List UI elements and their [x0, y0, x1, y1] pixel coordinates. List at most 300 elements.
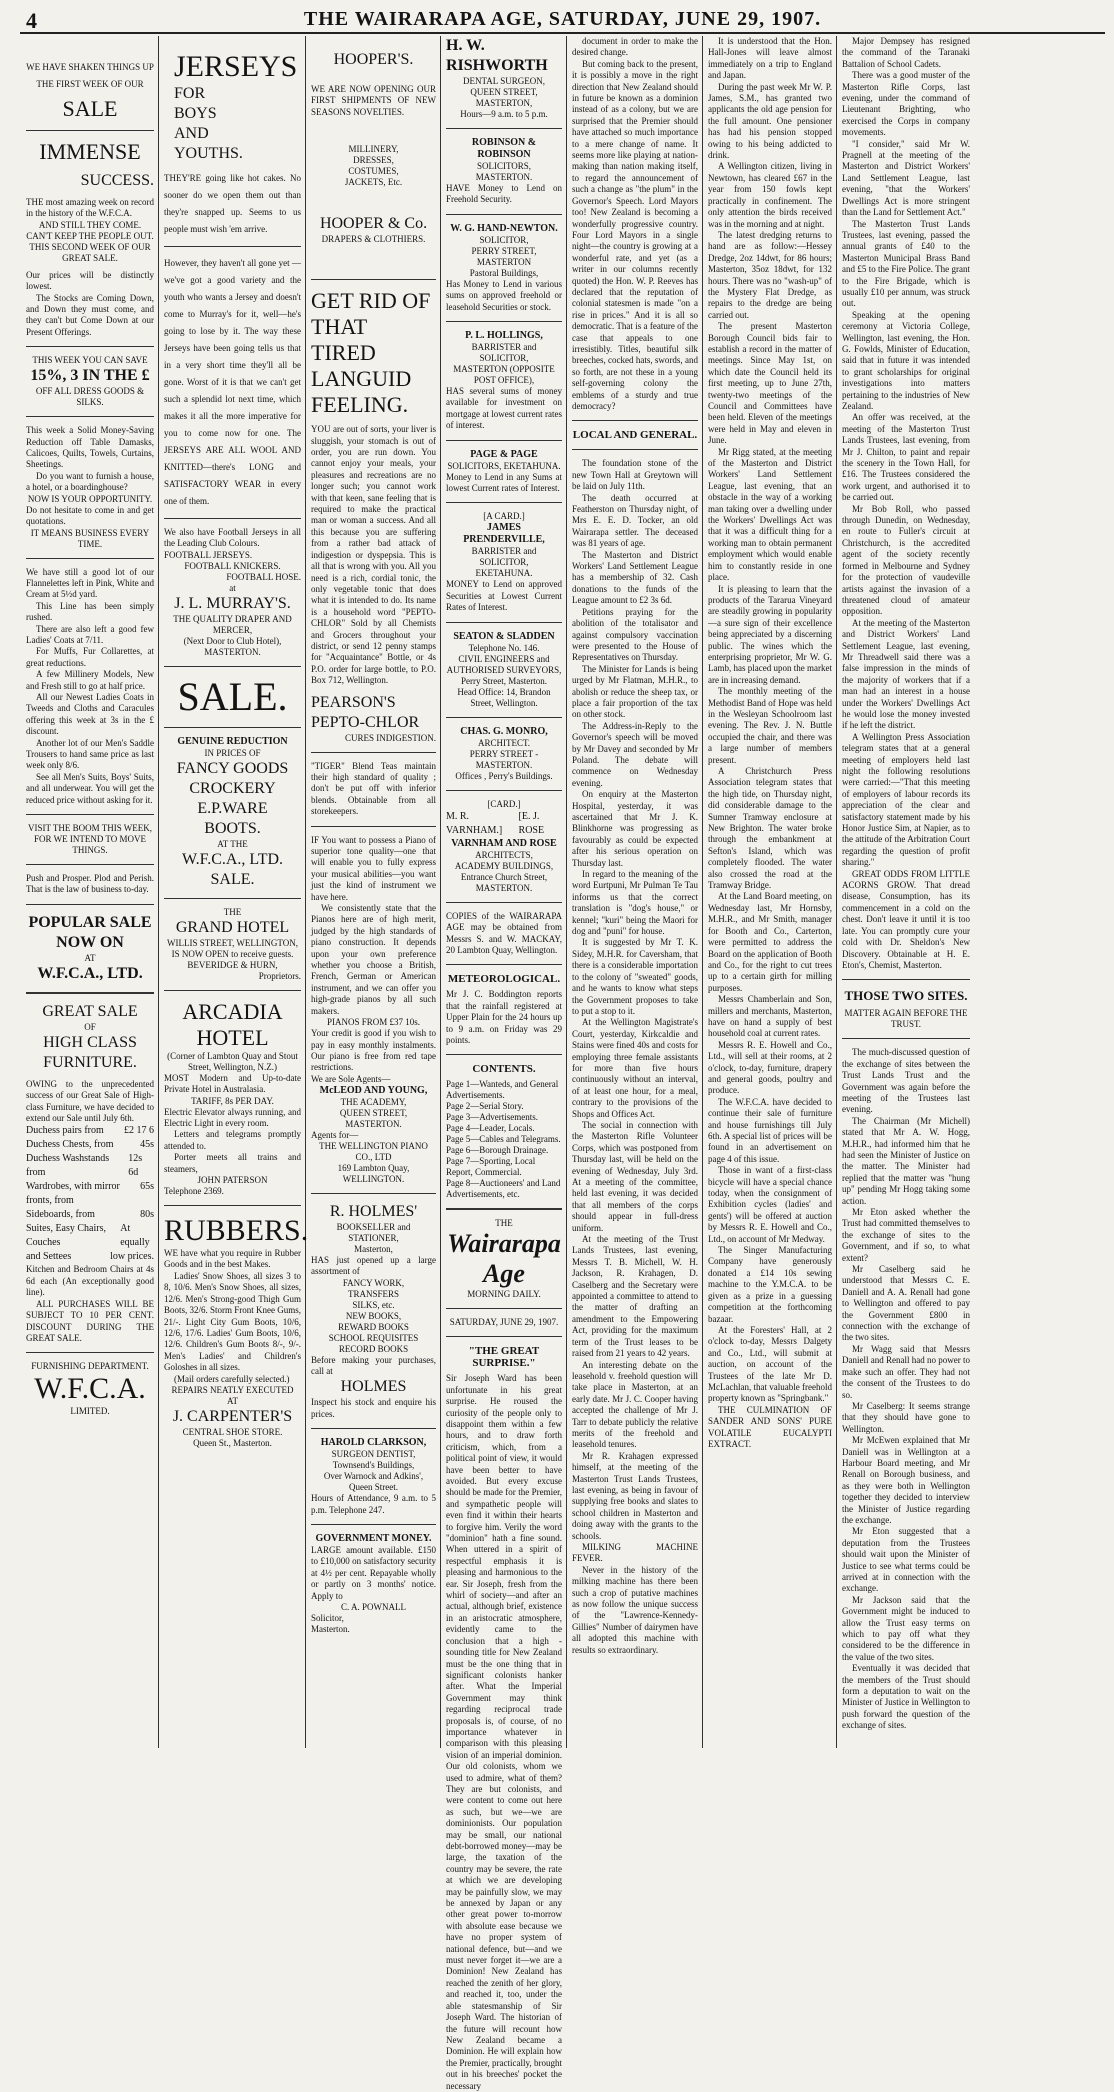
ad-text: Push and Prosper. Plod and Perish. That is the law of business to-day. [26, 873, 154, 895]
paper-title: Wairarapa Age [447, 1229, 561, 1289]
ad-text: HAVE Money to Lend on Freehold Security. [446, 183, 562, 205]
news-item: The Masterton Trust Lands Trustees, last evening, passed the annual grants of £40 to the Masterton Municipal Brass Band and £5 to the Fire Police. The grant to the Fire Brigade, which is usually £10 per annum, was struck out. [842, 218, 970, 309]
ad-line: VISIT THE BOOM THIS WEEK, [27, 823, 153, 834]
ad-line: PERRY STREET, MASTERTON [471, 245, 537, 267]
price-row [26, 1180, 154, 1208]
ad-heading: SALE. [210, 870, 255, 888]
ad-heading: BOOTS. [204, 819, 261, 837]
article-paragraph: document in order to make the desired change. [572, 36, 698, 58]
article-paragraph: Mr Eton asked whether the Trust had committed themselves to the exchange of sites to the Government, and if so, to what extent? [842, 1207, 970, 1263]
news-item: It is suggested by Mr T. K. Sidey, M.H.R. for Caversham, that there is a considerable importation to the colony of "sweated" goods, and he wants to know what steps the Government proposes to take to put a stop to it. [572, 937, 698, 1016]
ad-line: GOVERNMENT MONEY. [315, 1532, 432, 1544]
ad-text: However, they haven't all gone yet —we've got a good variety and the youth who wants a Jersey and doesn't come to Murray's for it, well—he's going to lose by it. The way these Jerseys have been going tells us that in a very short time they'll all be gone. Worst of it is that we can't get such a splendid lot next time, which makes it all the more imperative for you to come now for one. The JERSEYS ARE ALL WOOL AND KNITTED—there's LONG and SATISFACTORY WEAR in every one of them. [164, 258, 301, 506]
ad-line: AT [227, 1395, 238, 1406]
ad-line: CENTRAL SHOE STORE. [182, 1426, 283, 1437]
ad-line: QUEEN STREET, MASTERTON, [470, 87, 538, 108]
ad-heading: RUBBERS. [164, 1214, 309, 1248]
contents-item: Page 4—Leader, Locals. [446, 1123, 535, 1134]
ad-heading: J. CARPENTER'S [172, 1407, 293, 1425]
ad-line: ACADEMY BUILDINGS, [454, 860, 554, 871]
ad-line: AND STILL THEY COME. [38, 219, 142, 230]
price-row [26, 1138, 154, 1152]
ad-text: Do not hesitate to come in and get quotations. [26, 504, 154, 527]
news-item: The Address-in-Reply to the Governor's speech will be moved by Mr Davey and seconded by Mr Poland. The debate will commence on Wednesday evening. [572, 720, 698, 788]
masthead-line: THE [495, 1218, 513, 1229]
ad-heading: THAT TIRED [311, 314, 376, 366]
ad-text: There are also left a good few Ladies' Coats at 7/11. [26, 623, 154, 645]
price-value: 80s [140, 1209, 154, 1221]
ad-heading: HOOPER & Co. [319, 215, 428, 233]
ad-line: FURNISHING DEPARTMENT. [31, 1361, 149, 1372]
ad-line: BEVERIDGE & HURN, [187, 959, 278, 970]
ad-heading: IMMENSE [39, 139, 141, 164]
ad-heading: J. L. MURRAY'S. [174, 594, 291, 612]
ad-line: Proprietors. [258, 970, 301, 981]
news-item: GREAT ODDS FROM LITTLE ACORNS GROW. That dread disease, Consumption, has its commencement in a cold on the chest. Don't leave it until it is too late. You can promptly cure your cold with Dr. Sheldon's New Discovery. Obtainable at H. E. Eton's, Chemist, Masterton. [842, 868, 970, 970]
ad-line: THIS SECOND WEEK OF OUR GREAT SALE. [29, 241, 151, 263]
column-rule [305, 36, 306, 1748]
article-paragraph: Mr Wagg said that Messrs Daniell and Renall had no power to make such an offer. They had not the consent of the Trustees to do so. [842, 1343, 970, 1400]
page-number: 4 [26, 8, 37, 33]
ad-line: W. G. HAND-NEWTON. [450, 222, 558, 234]
ad-line: PIANOS FROM £37 10s. [326, 1017, 421, 1028]
ad-text: Inspect his stock and enquire his prices. [311, 1397, 436, 1419]
news-item: During the past week Mr W. P. James, S.M., has granted two applicants the old age pension for the full amount. One pensioner has had his pension stopped owing to his being addicted to drink. [708, 81, 832, 161]
ad-text: A few Millinery Models, New and Fresh still to go at half price. [26, 669, 154, 691]
ad-line: SOLICITORS, [476, 161, 532, 171]
ad-line: CAN'T KEEP THE PEOPLE OUT. [26, 230, 154, 241]
ad-line: Entrance Church Street, MASTERTON. [460, 871, 548, 893]
column-rule [836, 36, 837, 1748]
ad-line: THE QUALITY DRAPER AND MERCER, [173, 613, 292, 635]
news-item: At the meeting of the Masterton and District Workers' Land Settlement League, last evening, Mr Threadwell said there was a false impression in the minds of the majority of workers that if a man had an interest in a house under the Workers' Dwellings Act he would lose the money invested if he left the district. [842, 617, 970, 731]
ad-line: OF [84, 1021, 96, 1032]
ad-line: AT THE [217, 838, 248, 849]
ad-line: COSTUMES, [348, 166, 399, 177]
ad-text: For Muffs, Fur Collarettes, at great reductions. [26, 646, 154, 668]
ad-heading: JERSEYS [174, 50, 298, 83]
ad-text: All our Newest Ladies Coats in Tweeds and Cloths and Caracules offering this week at 3s in the £ discount. [26, 691, 154, 737]
ad-line: DENTAL SURGEON, [463, 76, 545, 86]
ad-text: THEY'RE going like hot cakes. No sooner do we open them out than they're snapped up. Seems to us people must wish 'em arrive. [164, 173, 301, 234]
ad-line: DRESSES, [353, 155, 394, 166]
ad-text: WE ARE NOW OPENING OUR FIRST SHIPMENTS OF NEW SEASONS NOVELTIES. [311, 84, 436, 117]
ad-heading: PEPTO-CHLOR [311, 713, 420, 731]
ad-heading: CROCKERY [189, 779, 276, 797]
ad-line: Queen St., Masterton. [193, 1437, 272, 1448]
ad-line: FOOTBALL KNICKERS. [184, 560, 281, 571]
ad-line: MASTERTON (OPPOSITE POST OFFICE), [453, 364, 555, 386]
column-local-news [704, 36, 836, 1748]
ad-line: ARCHITECT. [477, 737, 531, 748]
price-value: 65s [140, 1181, 154, 1193]
article-paragraph: The Chairman (Mr Michell) stated that Mr A. W. Hogg, M.H.R., had informed him that he had seen the Minister of Justice on the matter. The Minister had replied that the matter was "hung up" pending Mr Hogg taking some action. [842, 1115, 970, 1206]
ad-heading: FOR [174, 85, 206, 102]
contents-item: Page 5—Cables and Telegrams. [446, 1134, 561, 1145]
column-professional-cards [442, 36, 566, 2091]
ad-text: HAS just opened up a large assortment of [311, 1254, 436, 1277]
article-paragraph: Mr McEwen explained that Mr Daniell was in Wellington at a Harbour Board meeting, and Mr Renall on Borough business, and as they were both in Wellington together they decided to interview the Minister of Justice regarding the exchange. [842, 1435, 970, 1525]
masthead: THE WAIRARAPA AGE, SATURDAY, JUNE 29, 1907. [303, 8, 822, 30]
ad-line: PAGE & PAGE [470, 448, 538, 460]
news-item: MILKING MACHINE FEVER. [572, 1542, 698, 1564]
ad-text: Your credit is good if you wish to pay in easy monthly instalments. Our piano is free from red tape restrictions. [311, 1028, 436, 1073]
ad-heading: R. HOLMES' [329, 1202, 418, 1220]
price-value: low prices. [110, 1251, 154, 1263]
ad-line: SCHOOL REQUISITES [328, 1332, 419, 1343]
ad-line: Solicitor, [311, 1613, 344, 1623]
ad-text: This week a Solid Money-Saving Reduction off Table Damasks, Calicoes, Quilts, Towels, Curtains, Sheetings. [26, 425, 154, 470]
ad-line: (Next Door to Club Hotel), [183, 635, 282, 646]
column-rule [702, 36, 703, 1748]
ad-line: CURES INDIGESTION. [345, 732, 436, 743]
ad-line: Over Warnock and Adkins', [323, 1471, 424, 1482]
ad-heading: FEELING. [311, 392, 409, 418]
column-murray-jerseys [160, 36, 309, 1748]
ad-line: JAMES PRENDERVILLE, [463, 522, 545, 546]
ad-line: SEATON & SLADDEN [453, 630, 555, 642]
section-heading: THOSE TWO SITES. [844, 988, 968, 1004]
ad-line: (Corner of Lambton Quay and Stout Street, Wellington, N.Z.) [167, 1050, 298, 1072]
ad-line: M. R. VARNHAM.] [446, 810, 503, 836]
news-item: The present Masterton Borough Council bids fair to establish a record in the matter of meetings. Since May 1st, on which date the Council held its first meeting, up to June 27th, twenty-two meetings of the Council and Committees have been held. Eleven of the meetings were held in May and eleven in June. [708, 321, 832, 446]
ad-text: Another lot of our Men's Saddle Trousers to hand same price as last week only 8/6. [26, 737, 154, 771]
ad-heading: SALE [62, 96, 118, 121]
news-item: THE CULMINATION OF SANDER AND SONS' PURE VOLATILE EUCALYPTI EXTRACT. [708, 1404, 832, 1449]
contents-item: Page 8—Auctioneers' and Land Advertisements, etc. [446, 1178, 561, 1200]
ad-line: JOHN PATERSON [197, 1175, 268, 1186]
ad-text: This Line has been simply rushed. [26, 600, 154, 623]
ad-text: YOU are out of sorts, your liver is sluggish, your stomach is out of order, you are run down. You cannot enjoy your meals, your pleasures and recreations are no longer such; you cannot work with that keen, sane feeling that is required to make the practical man or woman a success. And all this because you are suffering from a rather bad attack of indigestion or dyspepsia. This is all that is wrong with you. All you need is a rich, cordial tonic, the only vegetable tonic that does what it is intended to do. Its name is a household word "PEPTO-CHLOR" Sold by all Chemists and Grocers throughout your district, or send 12 penny stamps for "Acquaintance" Bottle, or 4s P.O. order for large bottle, to P.O. Box 712, Wellington. [311, 424, 436, 686]
news-item: An interesting debate on the leasehold v. freehold question will take place in Masterton, at an early date. Mr J. C. Cooper having accepted the challenge of Mr J. Tarr to debate publicly the relative merits of the freehold and leasehold tenures. [572, 1359, 698, 1450]
leader-title: "THE GREAT SURPRISE." [468, 1345, 540, 1370]
ad-line: FOOTBALL JERSEYS. [164, 549, 253, 560]
column-leader-locals [568, 36, 702, 1748]
ad-heading: BOYS [174, 105, 217, 122]
ad-heading: AND [174, 125, 209, 142]
ad-text: Ladies' Snow Shoes, all sizes 3 to 8, 10/6. Men's Snow Shoes, all sizes, 12/6. Men's Strong-good Thigh Gum Boots, 32/6. Storm Front Knee Gums, 21/-. Light City Gum Boots, 10/6, 12/6, 17/6. Ladies' Gum Boots, 10/6, 12/6. Children's Gum Boots 8/-, 9/-. Men's Ladies' and Children's Goloshes in all sizes. [164, 1270, 302, 1373]
news-item: At the Foresters' Hall, at 2 o'clock to-day, Messrs Dalgety and Co., Ltd., will submit at auction, on account of the Trustees of the late Mr D. McLachlan, that valuable freehold property known as "Springbank." [708, 1324, 832, 1404]
ad-line: WE HAVE SHAKEN THINGS UP [26, 62, 154, 72]
ad-text: Kitchen and Bedroom Chairs at 4s 6d each (An exceptionally good line). [26, 1264, 154, 1298]
ad-line: P. L. HOLLINGS, [465, 330, 543, 342]
news-item: Messrs Chamberlain and Son, millers and merchants, Masterton, have on hand a supply of best household coal at current rates. [708, 994, 832, 1039]
ad-line: [A CARD.] [483, 511, 525, 522]
contents-item: Page 3—Advertisements. [446, 1112, 538, 1123]
ad-line: SOLICITORS, EKETAHUNA. [447, 460, 561, 471]
contents-item: Page 6—Borough Drainage. [446, 1145, 549, 1156]
column-rule [566, 36, 567, 1748]
ad-heading: GET RID OF [311, 288, 431, 314]
ad-text: COPIES of the WAIRARAPA AGE may be obtained from Messrs S. and W. MACKAY, 20 Lambton Quay, Wellington. [446, 910, 562, 955]
news-item: The social in connection with the Masterton Rifle Volunteer Corps, which was postponed from Thursday last, will be held on the evening of Wednesday, July 3rd. At a meeting of the committee, held last evening, it was decided that all members of the corps should appear in full-dress uniform. [572, 1119, 698, 1233]
price-list [26, 1124, 154, 1264]
news-item: In regard to the meaning of the word Eurtpuni, Mr Pulman Te Tau informs us that the correct translation is "dog's house," or kennel; "kuri" being the Maori for dog and "puni" for house. [572, 869, 698, 937]
masthead-line: MORNING DAILY. [467, 1289, 541, 1300]
ad-line: RECORD BOOKS [338, 1343, 409, 1354]
article-paragraph: Mr Caselberg: It seems strange that they should have gone to Wellington. [842, 1400, 970, 1434]
ad-line: REPAIRS NEATLY EXECUTED [171, 1384, 294, 1395]
ad-text: MONEY to Lend on approved Securities at Lowest Current Rates of Interest. [446, 579, 562, 613]
ad-heading: W.F.C.A., LTD. [181, 850, 284, 868]
ad-heading: SUCCESS. [80, 172, 154, 189]
page-header [20, 6, 1105, 34]
ad-text: ALL PURCHASES WILL BE SUBJECT TO 10 PER CENT. DISCOUNT DURING THE GREAT SALE. [26, 1298, 154, 1343]
news-item: Mr R. Krahagen expressed himself, at the meeting of the Masterton Trust Lands Trustees, last evening, as being in favour of supplying free books and slates to school children in Masterton and doing away with the grants to the schools. [572, 1450, 698, 1541]
ad-heading: ARCADIA HOTEL [182, 998, 283, 1050]
ad-line: BARRISTER and SOLICITOR, [471, 546, 537, 568]
ad-line: FANCY WORK, [342, 1277, 405, 1288]
news-item: The death occurred at Featherston on Thursday night, of Mrs E. E. D. Tocker, an old Wairarapa settler. The deceased was 81 years of age. [572, 492, 698, 549]
ad-line: FOOTBALL HOSE. [226, 571, 301, 582]
ad-line: THIS WEEK YOU CAN SAVE [32, 355, 148, 366]
ad-text: Letters and telegrams promptly attended to. [164, 1129, 301, 1151]
ad-line: THE WELLINGTON PIANO CO., LTD [319, 1140, 428, 1162]
ad-line: NEW BOOKS, [345, 1310, 402, 1321]
ad-line: DRAPERS & CLOTHIERS. [321, 234, 426, 245]
price-item: Wardrobes, with mirror fronts, from [26, 1181, 120, 1207]
ad-line: MASTERTON. [475, 172, 533, 182]
ad-line: [E. J. ROSE [518, 810, 545, 836]
section-heading: CONTENTS. [472, 1063, 536, 1076]
ad-text: See all Men's Suits, Boys' Suits, and all underwear. You will get the reduced price without asking for it. [26, 771, 154, 805]
ad-text: LARGE amount available. £150 to £10,000 on satisfactory security at 4½ per cent. Repayable wholly or partly on 3 months' notice. Apply to [311, 1544, 436, 1601]
contents-item: Page 1—Wanteds, and General Advertisements. [446, 1079, 559, 1101]
ad-text: MOST Modern and Up-to-date Private Hotel in Australasia. [164, 1072, 301, 1095]
ad-text: "TIGER" Blend Teas maintain their high standard of quality ; don't be put off with inferior blends. Obtainable from all storekeepers. [311, 760, 436, 817]
ad-line: Head Office: 14, Brandon Street, Wellington. [457, 686, 551, 708]
ad-line: PERRY STREET - MASTERTON. [469, 748, 539, 770]
ad-text: HAS several sums of money available for investment on mortgage at lowest current rates of interest. [446, 386, 562, 431]
news-item: Major Dempsey has resigned the command of the Taranaki Battalion of School Cadets. [842, 36, 970, 69]
price-item: Suites, Easy Chairs, Couches [26, 1223, 106, 1249]
ad-heading: HIGH CLASS [43, 1033, 137, 1051]
ad-line: SILKS, etc. [352, 1299, 395, 1310]
price-row [26, 1250, 154, 1264]
ad-line: THE ACADEMY, [340, 1096, 407, 1107]
ad-line: Telephone No. 146. [468, 642, 540, 653]
ad-text: The Stocks are Coming Down, and Down they must come, and they can't but Come Down at our Present Offerings. [26, 292, 154, 337]
price-item: Sideboards, from [26, 1209, 95, 1221]
ad-line: IT MEANS BUSINESS EVERY TIME. [30, 527, 150, 549]
ad-heading: NOW ON [56, 933, 124, 951]
news-item: There was a good muster of the Masterton Rifle Corps, last evening, under the command of Lieutenant Brighting, who exercised the Corps in company movements. [842, 70, 970, 138]
ad-text: Hours of Attendance, 9 a.m. to 5 p.m. Telephone 247. [311, 1493, 436, 1515]
price-item: Duchess Washstands from [26, 1153, 110, 1179]
news-item: The foundation stone of the new Town Hall at Greytown will be laid on July 11th. [572, 458, 698, 492]
ad-heading: W.F.C.A. [34, 1372, 146, 1406]
ad-text: Porter meets all trains and steamers, [164, 1152, 301, 1174]
ad-line: Masterton. [311, 1624, 350, 1634]
news-item: It is pleasing to learn that the products of the Tararua Vineyard are steadily growing in popularity—a sure sign of their excellence being appreciated by a discerning public. The wines which the enterprising proprietor, Mr W. G. Lamb, has placed upon the market are in increasing demand. [708, 583, 832, 685]
ad-line: Pastoral Buildings, [469, 267, 539, 278]
article-paragraph: Mr Caselberg said he understood that Messrs C. E. Daniell and A. A. Renall had gone to Wellington and offered to pay the Government £800 in connection with the exchange of the two sites. [842, 1264, 970, 1343]
news-item: An offer was received, at the meeting of the Masterton Trust Lands Trustees, last evening, from Mr J. Chilton, to paint and repair the scenery in the Town Hall, for £16. The Trustees considered the work urgent, and authorised it to be carried out. [842, 412, 970, 503]
ad-line: McLEOD AND YOUNG, [319, 1084, 428, 1096]
news-item: "I consider," said Mr W. Pragnell at the meeting of the Masterton and District Workers' Land Settlement League, last evening, "that the Workers' Dwellings Act is more stringent than the Land for Settlement Act." [842, 138, 970, 218]
ad-line: Hours—9 a.m. to 5 p.m. [460, 109, 548, 119]
news-item: At the meeting of the Trust Lands Trustees, last evening, Messrs T. B. Michell, W. H. Jackson, R. Krahagen, D. Caselberg and the Secretary were appointed a committee to attend to the matter of drafting an amendment to the Empowering Act, providing for the maximum term of the Trust leases to be raised from 21 years to 42 years. [572, 1234, 698, 1359]
ad-line: HAROLD CLARKSON, [320, 1437, 427, 1449]
ad-line: TARIFF, 8s PER DAY. [191, 1095, 274, 1106]
price-row [26, 1222, 154, 1250]
ad-heading: H. W. RISHWORTH [446, 37, 548, 74]
news-item: Never in the history of the milking machine has there been such a crop of putative machines as now follow the unique success of the "Lawrence-Kennedy-Gillies" Number of dairymen have all adopted this machine with results so extraordinary. [572, 1564, 698, 1655]
ad-line: REWARD BOOKS [338, 1321, 409, 1332]
ad-text: Our prices will be distinctly lowest. [26, 269, 154, 292]
ad-line: JACKETS, Etc. [344, 177, 403, 188]
news-item: The Minister for Lands is being urged by Mr Flatman, M.H.R., to abolish or reduce the sheep tax, or place a fair proportion of the tax on other stock. [572, 663, 698, 720]
price-row [26, 1152, 154, 1180]
ad-heading: YOUTHS. [174, 145, 243, 162]
ad-line: AT [84, 952, 96, 963]
news-item: Mr Rigg stated, at the meeting of the Masterton and District Workers' Land Settlement League, last evening, that an obstacle in the way of a working man taking over a dwelling under the Workers' Dwellings Act was that it was a difficult thing for a working man to obtain permanent employment which would enable him to constantly reside in one place. [708, 446, 832, 583]
article-paragraph: Mr Jackson said that the Government might be induced to allow the Trust easy terms on which to pay off what they considered to be the difference in the value of the two sites. [842, 1594, 970, 1662]
ad-heading: 15%, 3 IN THE £ [30, 367, 150, 385]
ad-line: IN PRICES OF [204, 747, 261, 758]
section-heading: LOCAL AND GENERAL. [572, 429, 698, 442]
price-row [26, 1124, 154, 1138]
contents-list [446, 1079, 562, 1200]
section-heading: METEOROLOGICAL. [447, 973, 561, 986]
column-rule [440, 36, 441, 1748]
ad-line: ROBINSON & ROBINSON [471, 137, 537, 160]
ad-line: Agents for— [311, 1129, 359, 1140]
ad-text: OWING to the unprecedented success of our Great Sale of High-class Furniture, we have decided to extend our Sale until July 6th. [26, 1078, 154, 1124]
price-value: 12s 6d [128, 1153, 143, 1179]
news-item: Messrs R. E. Howell and Co., Ltd., will sell at their rooms, at 2 o'clock, to-day, furniture, drapery and general goods, poultry and produce. [708, 1039, 832, 1096]
ad-line: NOW IS YOUR OPPORTUNITY. [27, 493, 153, 504]
ad-heading: SALE. [177, 673, 288, 719]
price-value: 45s [140, 1139, 154, 1151]
news-item: Petitions praying for the abolition of the totalisator and against compulsory vaccination were presented to the House of Representatives on Thursday. [572, 606, 698, 663]
column-wfca-sale [22, 36, 158, 1748]
ad-line: EKETAHUNA. [475, 568, 533, 579]
ad-line: [CARD.] [487, 798, 521, 809]
ad-line: Townsend's Buildings, [332, 1460, 415, 1471]
ad-line: 169 Lambton Quay, [337, 1162, 410, 1173]
ad-line: BARRISTER and SOLICITOR, [471, 342, 537, 364]
ad-heading: PEARSON'S [311, 693, 396, 711]
ad-line: WILLIS STREET, WELLINGTON, [167, 937, 298, 948]
issue-date: SATURDAY, JUNE 29, 1907. [449, 1317, 559, 1328]
ad-line: MASTERTON. [204, 646, 261, 657]
contents-item: Page 7—Sporting, Local Report, Commercial. [446, 1156, 536, 1178]
ad-text: Do you want to furnish a house, a hotel, or a boardinghouse? [26, 470, 154, 493]
section-subheading: MATTER AGAIN BEFORE THE TRUST. [844, 1008, 968, 1030]
contents-item: Page 2—Serial Story. [446, 1101, 524, 1112]
news-item: The Singer Manufacturing Company have generously donated a £14 10s sewing machine to the Y.M.C.A. to be given as a prize in a guessing competition at the forthcoming bazaar. [708, 1245, 832, 1324]
ad-line: SOLICITOR, [479, 234, 529, 245]
article-paragraph: The much-discussed question of the exchange of sites between the Trust Lands Trust and the Government was again before the meeting of the Trustees last evening. [842, 1047, 970, 1115]
ad-heading: HOLMES [340, 1378, 407, 1396]
news-item: On enquiry at the Masterton Hospital, yesterday, it was ascertained that Mr J. K. Blinkhorne was progressing as favourably as could be expected after his serious operation on Thursday last. [572, 789, 698, 868]
ad-line: Offices , Perry's Buildings. [455, 770, 553, 781]
ad-line: VARNHAM AND ROSE [451, 837, 557, 849]
news-item: The latest dredging returns to hand are as follow:—Hessey Dredge, 2oz 14dwt, for 86 hours; Masterton, 35oz 18dwt, for 132 hours. There was no "wash-up" of the Mystery Flat Dredge, as repairs to the dredge are being carried out. [708, 229, 832, 320]
ad-text: WE have what you require in Rubber Goods and in the best Makes. [164, 1248, 301, 1270]
ad-text: Before making your purchases, call at [311, 1354, 436, 1376]
news-item: The Masterton and District Workers' Land Settlement League has a membership of 32. Cash donations to the funds of the League amount to £2 3s 6d. [572, 549, 698, 606]
ad-line: Queen Street. [349, 1482, 398, 1493]
ad-heading: GREAT SALE [42, 1002, 138, 1020]
price-item: Duchess pairs from [26, 1125, 104, 1137]
ad-text: (Mail orders carefully selected.) [174, 1373, 290, 1384]
ad-text: Electric Elevator always running, and Electric Light in every room. [164, 1106, 301, 1129]
ad-line: CIVIL ENGINEERS and AUTHORISED SURVEYORS, [446, 653, 562, 675]
price-value: £2 17 6 [124, 1125, 154, 1137]
ad-line: C. A. POWNALL [341, 1602, 406, 1612]
news-item: A Wellington Press Association telegram states that at a general meeting of employers held last night the following resolutions were carried:—"That this meeting of employers of labour records its appreciation of the clear and satisfactory statement made by his Honor Justice Sim, at Napier, as to the attitude of the Arbitration Court regarding the question of profit sharing." [842, 731, 970, 868]
news-item: Mr Bob Roll, who passed through Dunedin, on Wednesday, en route to Fuller's circuit at Christchurch, is the accredited agent of the society recently formed in Melbourne and Sydney for the protection of vaudeville artists against the invasion of a threatened cloud of amateur opposition. [842, 503, 970, 617]
ad-heading: FURNITURE. [43, 1053, 137, 1071]
ad-line: LIMITED. [70, 1406, 110, 1417]
news-item: Those in want of a first-class bicycle will have a special chance today, when the consignment of Exhibition cycles (ladies' and gents') will be offered at auction by Messrs R. E. Howell and Co., Ltd., on account of Mr Medway. [708, 1165, 832, 1244]
ad-text: Has Money to Lend in various sums on approved freehold or leasehold Securities or stock. [446, 278, 562, 312]
news-item: A Wellington citizen, living in Newtown, has cleared £67 in the year from 150 fowls kept practically in confinement. The only attention the birds received was in the morning and at night. [708, 161, 832, 229]
price-value: At equally [120, 1223, 150, 1249]
ad-line: FOR WE INTEND TO MOVE THINGS. [34, 834, 146, 856]
news-item: The W.F.C.A. have decided to continue their sale of furniture and house furnishings till July 6th. A special list of prices will be found in an advertisement on page 4 of this issue. [708, 1096, 832, 1164]
ad-heading: GRAND HOTEL [175, 918, 290, 936]
ad-line: Telephone 2369. [164, 1186, 224, 1197]
ad-line: QUEEN STREET, MASTERTON. [339, 1107, 408, 1129]
ad-line: BOOKSELLER and STATIONER, [336, 1221, 411, 1243]
ad-text: We also have Football Jerseys in all the Leading Club Colours. [164, 527, 301, 549]
ad-line: CHAS. G. MONRO, [460, 725, 548, 737]
column-local-news-2 [838, 36, 974, 1748]
news-item: The monthly meeting of the Methodist Band of Hope was held in the Wesleyan Schoolroom last evening. The Rev. J. N. Buttle occupied the chair, and there was a large number of members present. [708, 686, 832, 765]
ad-text: Money to Lend in any Sums at lowest Current rates of Interest. [446, 471, 562, 494]
news-item: It is understood that the Hon. Hall-Jones will leave almost immediately on a trip to England and Japan. [708, 36, 832, 81]
price-item: Duchess Chests, from [26, 1139, 114, 1151]
price-row [26, 1208, 154, 1222]
ad-heading: W.F.C.A., LTD. [37, 964, 143, 982]
ad-text: IF You want to possess a Piano of superior tone quality—one that will enable you to fully express your musical abilities—you want just the kind of instrument we have here. [311, 834, 436, 902]
ad-line: MILLINERY, [348, 144, 399, 155]
ad-heading: LANGUID [311, 366, 412, 392]
ad-line: at [229, 582, 236, 593]
article-text: Sir Joseph Ward has been unfortunate in his great surprise. He roused the curiosity of the people only to disappoint them within a few hours, and to draw forth criticism, which, from a political point of view, it would have been better to have avoided. But every excuse should be made for the Premier, and sympathetic people will even find it within their hearts to forgive him. Verily the word "dominion" hath a fine sound. When uttered in a spirit of respectful emphasis it is pleasing and harmonious to the ear. Sir Joseph, fresh from the whirl of society—and after an actual, although brief, existence in an aristocratic atmosphere, evidently came to the conclusion that a high - sounding title for New Zealand must be the one thing that in significant colonists hanker after. What the Imperial Government may think regarding reciprocal trade proposals is, of course, of no importance whatever in comparison with this pleasing vision of an imperial dominion. Our old colonists, whom we used to admire, what of them? They are but colonists, and were content to come out here as such, but we—we are dominionists. Our population may be small, our national debt-borrowed money—may be large, the taxation of the country may be severe, the rate at which we are developing may be painfully slow, we may be annexed by Japan or any other great power to-morrow with absolute ease because we have no proper system of national defence, but—and we must never forget it—we are a Dominion! New Zealand has reached the zenith of her glory, and reached it, too, under the able statesmanship of Sir Joseph Ward. The historian of the future will recount how New Zealand became a Dominion. He will explain how the Premier, practically, brought out in his breeches' pocket the necessary [446, 1373, 562, 2091]
article-paragraph: But coming back to the present, it is possibly a move in the right direction that New Zealand should in future be known as a dominion instead of as a colony, but we are surprised that the Premier should have attached so much importance to a mere change of name. It seems more like playing at nation-making than nation making itself, to regard the announcement of such a change as "the plum" in the Governor's Speech. Lord Mayors too! New Zealand is becoming a wonderfully progressive country. Four Lord Mayors in a single night—the country is growing at a wonderful rate, and yet (as a writer in our columns recently quoted) the Hon. W. P. Reeves has declared that the reputation of colonial statesmen is made "on a rise in prices." And it is all so democratic. That is a feature of the case that appeals to one irresistibly. Titles, beautiful silk breeches, cocked hats, swords, and so forth, are not these in a young self-governing colony the emblems of a sturdy and true democracy? [572, 58, 698, 411]
news-item: At the Land Board meeting, on Wednesday last, Mr Hornsby, M.H.R., and Mr Smith, manager for Booth and Co., Carterton, were permitted to address the Board on the application of Booth and Co., for the right to cut trees up to a certain girth for milling purposes. [708, 891, 832, 993]
ad-line: Masterton, [354, 1243, 393, 1254]
ad-line: SURGEON DENTIST, [331, 1449, 416, 1460]
ad-line: Perry Street, Masterton. [461, 675, 547, 686]
ad-line: WELLINGTON. [342, 1173, 405, 1184]
news-item: A Christchurch Press Association telegram states that the high tide, on Thursday night, did considerable damage to the Sumner Tramway enclosure at New Brighton. The water broke through the embankment at Sefton's Island, which was completely flooded. The water also crossed the road at the Tramway Bridge. [708, 766, 832, 891]
ad-heading: POPULAR SALE [28, 913, 152, 931]
ad-heading: E.P.WARE [197, 799, 268, 817]
news-item: At the Wellington Magistrate's Court, yesterday, Kirkcaldie and Stains were fined 40s and costs for employing three female assistants for more than five hours continuously without an interval, of at least one hour, for a meal, contrary to the provisions of the Shops and Offices Act. [572, 1017, 698, 1119]
ad-line: GENUINE REDUCTION [177, 735, 288, 747]
ad-heading: FANCY GOODS [176, 759, 289, 777]
ad-text: We consistently state that the Pianos here are of high merit, judged by the high standards of piano construction. It depends upon your own preference whether you choose a British, French, German or American instrument, and we can offer you high-grade pianos by all such makers. [311, 903, 436, 1016]
column-rule [158, 36, 159, 1748]
ad-line: ARCHITECTS, [475, 849, 533, 860]
ad-line: THE [223, 906, 242, 917]
ad-text: We have still a good lot of our Flannelettes left in Pink, White and Cream at 5½d yard. [26, 566, 154, 600]
ad-line: IS NOW OPEN to receive guests. [171, 948, 294, 959]
ad-line: We are Sole Agents— [311, 1073, 391, 1084]
column-hooper-pepto [307, 36, 440, 1748]
ad-line: THE FIRST WEEK OF OUR [36, 79, 144, 89]
article-paragraph: Mr Eton suggested that a deputation from the Trustees should wait upon the Minister of Justice to see what terms could be arrived at in connection with the exchange. [842, 1526, 970, 1594]
ad-heading: HOOPER'S. [333, 51, 414, 68]
ad-line: TRANSFERS [347, 1288, 400, 1299]
article-paragraph: Eventually it was decided that the members of the Trust should form a deputation to wait on the Minister of Justice in Wellington to push forward the question of the exchange of sites. [842, 1663, 970, 1731]
news-item: Speaking at the opening ceremony at Victoria College, Wellington, last evening, the Hon. G. Fowlds, Minister of Education, said that in future it was intended to grant scholarships for original investigations into matters pertaining to the industries of New Zealand. [842, 309, 970, 411]
